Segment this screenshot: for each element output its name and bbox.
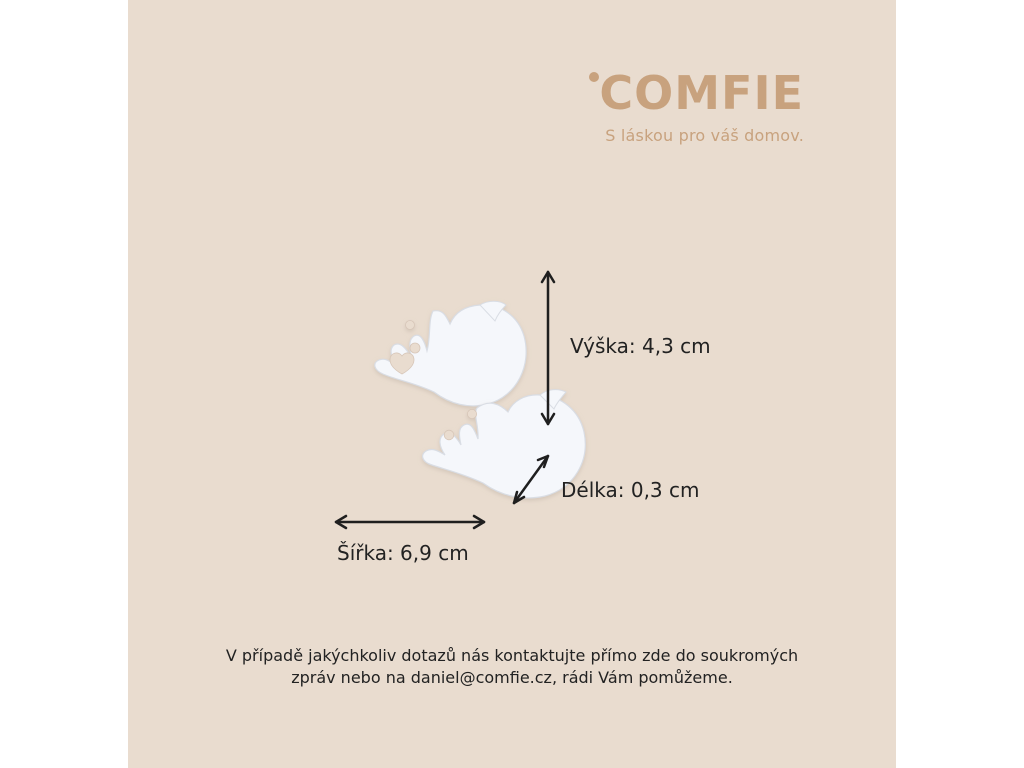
logo-text: COMFIE (599, 66, 804, 120)
contact-note: V případě jakýchkoliv dotazů nás kontaktujte přímo zde do soukromých zpráv nebo na daniel@comfie.cz, rádi Vám pomůžeme. (225, 646, 799, 687)
width-measurement-label: Šířka: 6,9 cm (337, 541, 469, 565)
brand-tagline: S láskou pro váš domov. (605, 126, 804, 145)
product-image-panel (128, 0, 896, 768)
depth-measurement-label: Délka: 0,3 cm (561, 478, 700, 502)
height-measurement-label: Výška: 4,3 cm (570, 334, 711, 358)
bird-top (375, 301, 526, 406)
